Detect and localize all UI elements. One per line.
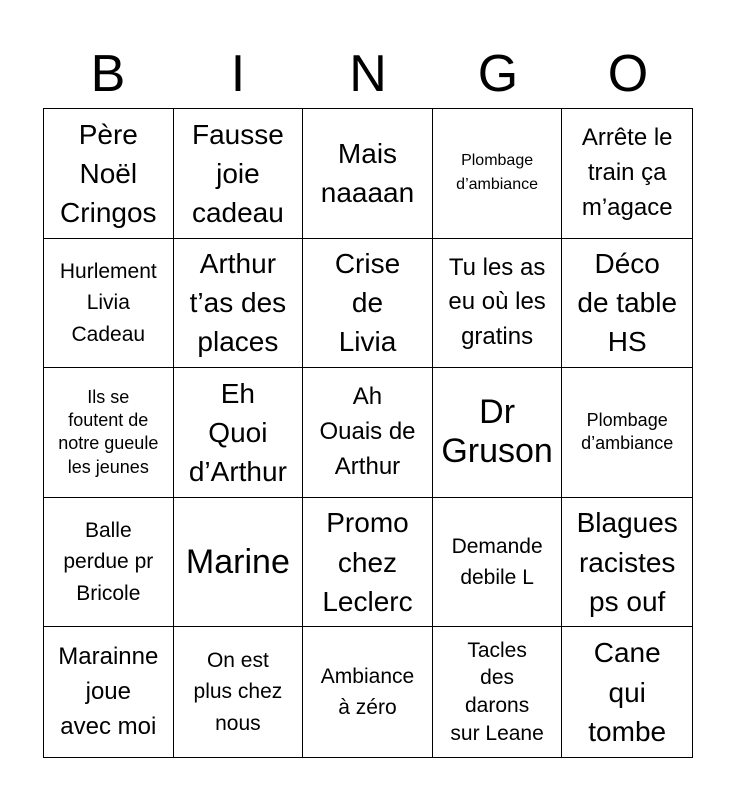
- header-letter-g: G: [477, 45, 519, 103]
- bingo-cell[interactable]: [303, 368, 433, 498]
- bingo-cell[interactable]: [44, 109, 174, 239]
- cell-text: Déco de table HS: [577, 248, 678, 358]
- cell-text: Tu les as eu où les gratins: [448, 253, 546, 351]
- bingo-cell[interactable]: [562, 109, 692, 239]
- cell-text: Blagues racistes ps ouf: [576, 507, 678, 617]
- bingo-cell[interactable]: [303, 109, 433, 239]
- cell-text: Tacles des darons sur Leane: [450, 638, 544, 745]
- bingo-cell[interactable]: [174, 627, 304, 757]
- bingo-cell[interactable]: [44, 498, 174, 628]
- cell-text: Dr Gruson: [441, 393, 553, 471]
- bingo-cell[interactable]: [44, 368, 174, 498]
- bingo-cell[interactable]: [303, 498, 433, 628]
- cell-text: Balle perdue pr Bricole: [63, 518, 154, 605]
- bingo-cell[interactable]: [433, 109, 563, 239]
- bingo-cell[interactable]: [303, 239, 433, 369]
- cell-text: Cane qui tombe: [588, 637, 667, 747]
- cell-text: Ah Ouais de Arthur: [319, 383, 416, 480]
- bingo-header: [43, 40, 693, 108]
- header-letter-i: I: [230, 45, 246, 103]
- bingo-cell[interactable]: [433, 627, 563, 757]
- bingo-cell[interactable]: [562, 627, 692, 757]
- bingo-cell[interactable]: [562, 498, 692, 628]
- cell-text: Hurlement Livia Cadeau: [59, 259, 157, 346]
- cell-text: Arrête le train ça m’agace: [581, 124, 673, 221]
- cell-text: Marine: [185, 542, 290, 581]
- cell-text: Ambiance à zéro: [320, 664, 415, 720]
- cell-text: Plombage d’ambiance: [456, 152, 538, 194]
- bingo-cell[interactable]: [433, 368, 563, 498]
- cell-text: Marainne joue avec moi: [58, 643, 159, 740]
- cell-text: Ils se foutent de notre gueule les jeunes: [58, 386, 159, 477]
- cell-text: Promo chez Leclerc: [322, 507, 413, 617]
- header-letter-o: O: [607, 45, 649, 103]
- cell-text: Eh Quoi d’Arthur: [188, 377, 287, 488]
- cell-text: Fausse joie cadeau: [191, 118, 284, 228]
- cell-text: Crise de Livia: [334, 248, 401, 358]
- cell-text: Demande debile L: [451, 534, 543, 590]
- bingo-cell[interactable]: [44, 627, 174, 757]
- bingo-cell[interactable]: [174, 498, 304, 628]
- bingo-cell[interactable]: [303, 627, 433, 757]
- cell-text: Père Noël Cringos: [60, 118, 157, 228]
- bingo-cell[interactable]: [174, 109, 304, 239]
- header-letter-b: B: [90, 45, 126, 103]
- bingo-board: [43, 108, 693, 758]
- bingo-cell[interactable]: [174, 239, 304, 369]
- cell-text: Mais naaaan: [320, 138, 415, 209]
- bingo-cell[interactable]: [562, 239, 692, 369]
- bingo-cell[interactable]: [433, 239, 563, 369]
- cell-text: Plombage d’ambiance: [581, 410, 674, 454]
- bingo-cell[interactable]: [174, 368, 304, 498]
- bingo-cell[interactable]: [562, 368, 692, 498]
- bingo-cell[interactable]: [44, 239, 174, 369]
- cell-text: On est plus chez nous: [193, 648, 283, 735]
- bingo-cell[interactable]: [433, 498, 563, 628]
- cell-text: Arthur t’as des places: [189, 248, 287, 358]
- header-letter-n: N: [349, 45, 387, 103]
